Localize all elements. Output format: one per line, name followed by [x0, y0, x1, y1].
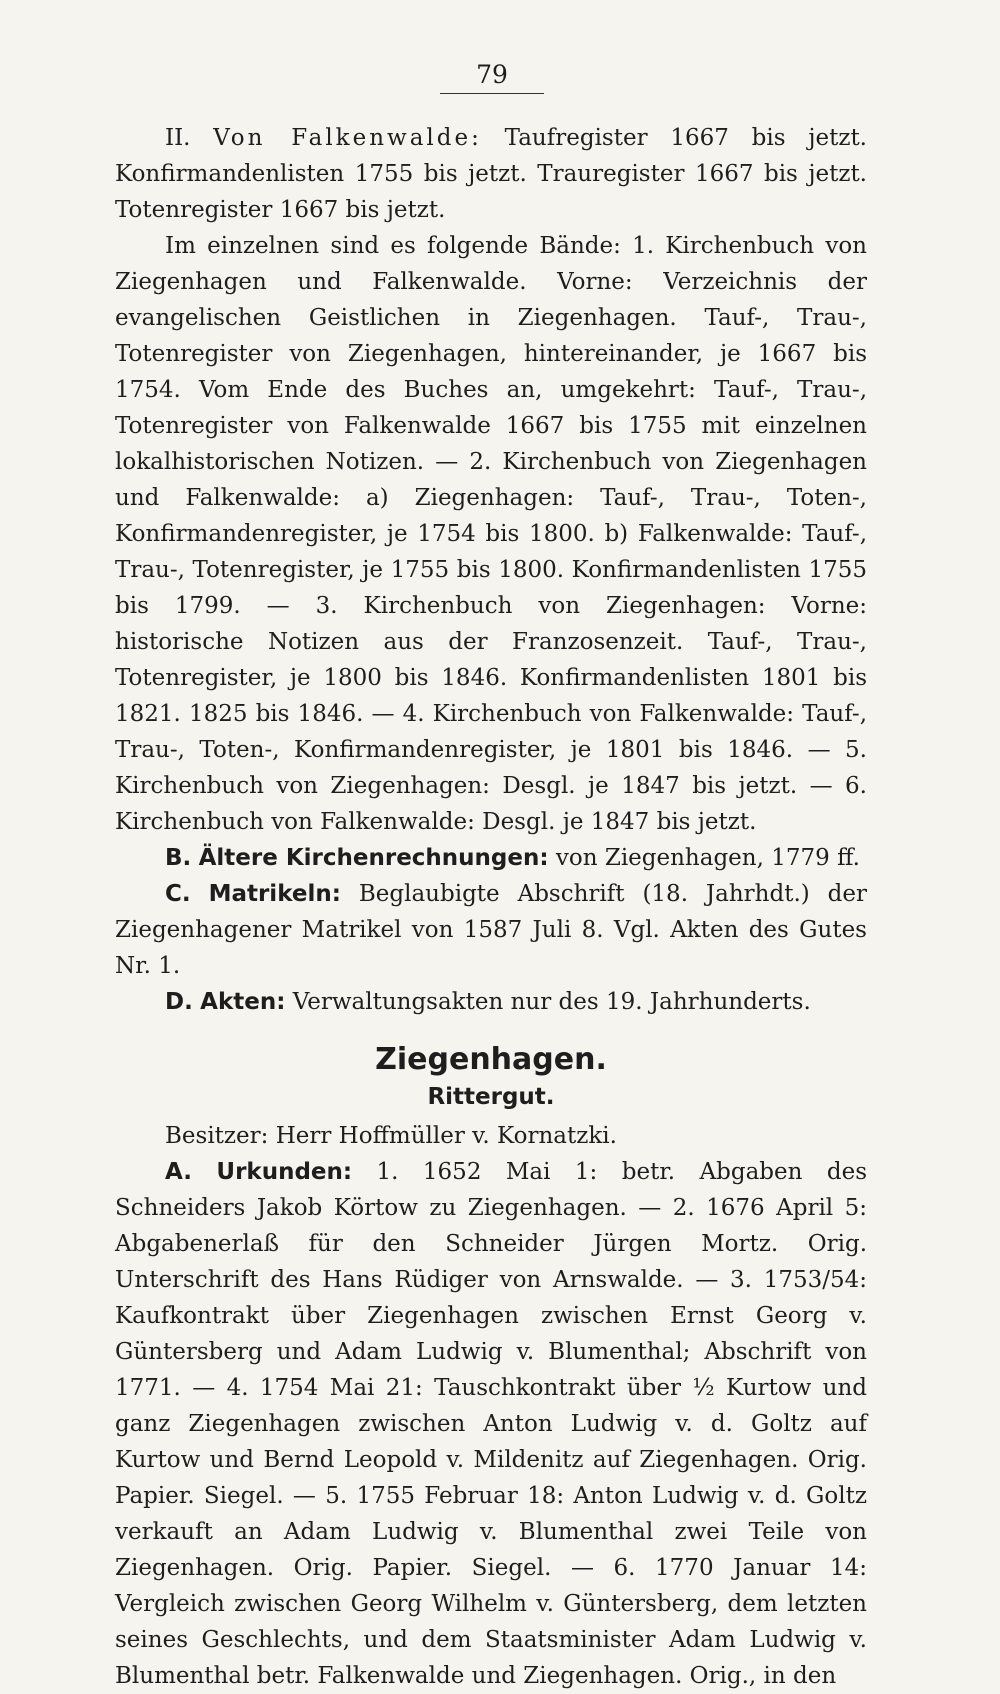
page-number-rule — [440, 93, 544, 94]
section-A-letter: A. — [165, 1159, 192, 1185]
section-B-letter: B. — [165, 845, 192, 871]
section-D-heading: Akten: — [200, 989, 286, 1015]
section-C-letter: C. — [165, 881, 191, 907]
section-D-text: Verwaltungsakten nur des 19. Jahrhunderts. — [292, 989, 811, 1015]
section-II-paragraph — [115, 120, 867, 228]
section-B-paragraph — [115, 840, 867, 876]
section-A-paragraph — [115, 1154, 867, 1694]
section-D-letter: D. — [165, 989, 193, 1015]
page-number: 79 — [476, 60, 508, 89]
page-body — [115, 120, 867, 1694]
volumes-paragraph: Im einzelnen sind es folgende Bände: 1. Kirchenbuch von Ziegenhagen und Falkenwalde. Vorne: Verzeichnis der evangelischen Geistlichen in Ziegenhagen. Tauf-, Trau-, Totenregister von Ziegenhagen, hintereinander, je 1667 bis 1754. Vom Ende des Buches an, umgekehrt: Tauf-, Trau-, Totenregister von Falkenwalde 1667 bis 1755 mit einzelnen lokalhistorischen Notizen. — 2. Kirchenbuch von Ziegenhagen und Falkenwalde: a) Ziegenhagen: Tauf-, Trau-, Toten-, Konfirmandenregister, je 1754 bis 1800. b) Falkenwalde: Tauf-, Trau-, Totenregister, je 1755 bis 1800. Konfirmandenlisten 1755 bis 1799. — 3. Kirchenbuch von Ziegenhagen: Vorne: historische Notizen aus der Franzosenzeit. Tauf-, Trau-, Totenregister, je 1800 bis 1846. Konfirmandenlisten 1801 bis 1821. 1825 bis 1846. — 4. Kirchenbuch von Falkenwalde: Tauf-, Trau-, Toten-, Konfirmandenregister, je 1801 bis 1846. — 5. Kirchenbuch von Ziegenhagen: Desgl. je 1847 bis jetzt. — 6. Kirchenbuch von Falkenwalde: Desgl. je 1847 bis jetzt. — [115, 233, 867, 835]
estate-subtitle: Rittergut. — [427, 1084, 555, 1110]
section-A-text: 1. 1652 Mai 1: betr. Abgaben des Schneiders Jakob Körtow zu Ziegenhagen. — 2. 1676 April 5: Abgabenerlaß für den Schneider Jürgen Mortz. Orig. Unterschrift des Hans Rüdiger von Arnswalde. — 3. 1753/54: Kaufkontrakt über Ziegenhagen zwischen Ernst Georg v. Güntersberg und Adam Ludwig v. Blumenthal; Abschrift von 1771. — 4. 1754 Mai 21: Tauschkontrakt über ½ Kurtow und ganz Ziegenhagen zwischen Anton Ludwig v. d. Goltz auf Kurtow und Bernd Leopold v. Mildenitz auf Ziegenhagen. Orig. Papier. Siegel. — 5. 1755 Februar 18: Anton Ludwig v. d. Goltz verkauft an Adam Ludwig v. Blumenthal zwei Teile von Ziegenhagen. Orig. Papier. Siegel. — 6. 1770 Januar 14: Vergleich zwischen Georg Wilhelm v. Güntersberg, dem letzten seines Geschlechts, und dem Staatsminister Adam Ludwig v. Blumenthal betr. Falkenwalde und Ziegenhagen. Orig., in den — [115, 1159, 868, 1689]
section-II-number: II. — [165, 125, 191, 151]
place-title: Ziegenhagen. — [375, 1042, 607, 1077]
section-II-place: Von Falkenwalde: — [213, 125, 482, 151]
section-B-text: von Ziegenhagen, 1779 ff. — [555, 845, 860, 871]
section-B-heading: Ältere Kirchenrechnungen: — [198, 845, 549, 871]
section-A-heading: Urkunden: — [216, 1159, 353, 1185]
section-D-paragraph — [115, 984, 867, 1020]
section-C-paragraph — [115, 876, 867, 984]
section-C-heading: Matrikeln: — [208, 881, 341, 907]
section-C-text: Beglaubigte Abschrift (18. Jahrhdt.) der Ziegenhagener Matrikel von 1587 Juli 8. Vgl. Akten des Gutes Nr. 1. — [115, 881, 868, 979]
section-II-text: Taufregister 1667 bis jetzt. Konfirmandenlisten 1755 bis jetzt. Trauregister 1667 bis jetzt. Totenregister 1667 bis jetzt. — [115, 125, 867, 223]
owner-line: Besitzer: Herr Hoffmüller v. Kornatzki. — [165, 1123, 617, 1149]
